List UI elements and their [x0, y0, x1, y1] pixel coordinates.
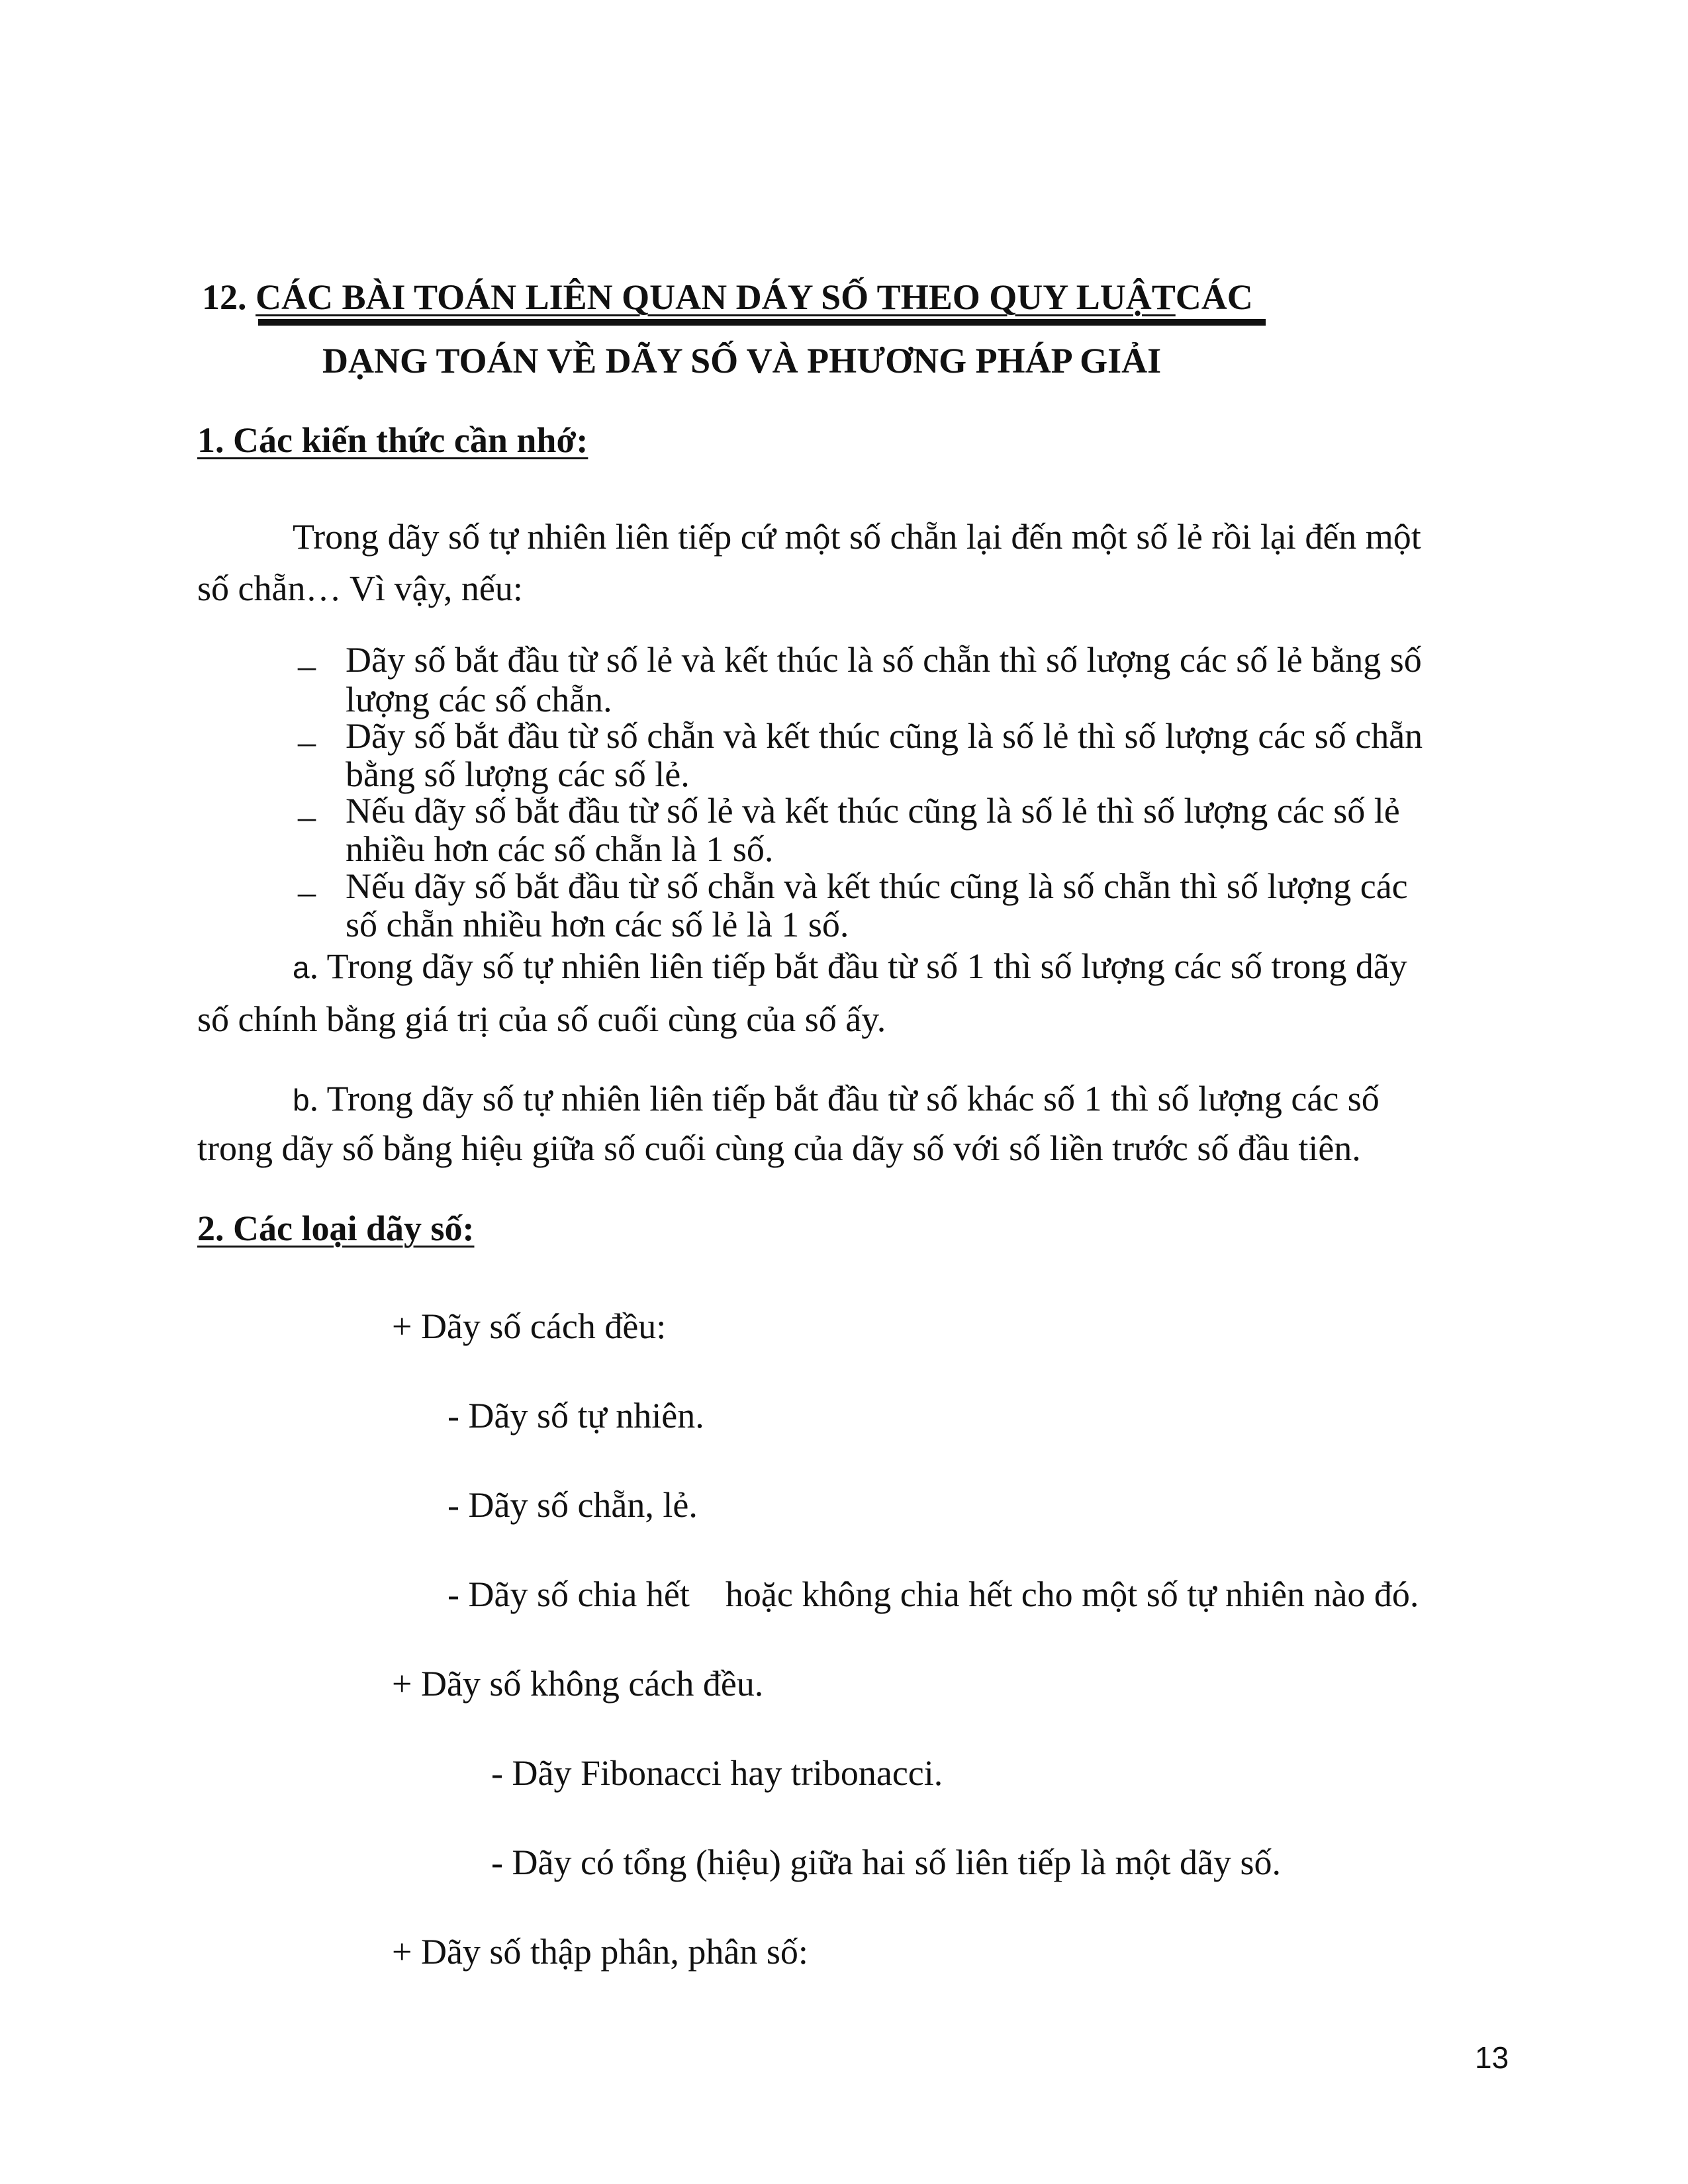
- bullet-dash: –: [298, 646, 316, 686]
- bullet-dash: –: [298, 797, 316, 837]
- title-number: 12.: [202, 277, 247, 317]
- title-line-2: DẠNG TOÁN VỀ DÃY SỐ VÀ PHƯƠNG PHÁP GIẢI: [322, 341, 1162, 381]
- bullet-3-line-2: nhiều hơn các số chẵn là 1 số.: [346, 829, 774, 869]
- bullet-4-line-1: Nếu dãy số bắt đầu từ số chẵn và kết thúc cũng là số chẵn thì số lượng các: [346, 866, 1408, 906]
- para-a-text: . Trong dãy số tự nhiên liên tiếp bắt đầu từ số 1 thì số lượng các số trong dãy: [309, 946, 1407, 986]
- list-item: - Dãy số chia hết hoặc không chia hết cho một số tự nhiên nào đó.: [447, 1574, 1419, 1614]
- section-2-heading: 2. Các loại dãy số:: [197, 1208, 475, 1248]
- list-item: - Dãy có tổng (hiệu) giữa hai số liên tiếp là một dãy số.: [491, 1843, 1281, 1882]
- para-a-line-2: số chính bằng giá trị của số cuối cùng của số ấy.: [197, 999, 886, 1039]
- list-item: - Dãy Fibonacci hay tribonacci.: [491, 1753, 943, 1793]
- title-underline-bar: [258, 319, 1266, 326]
- para-a-letter: a: [293, 950, 310, 985]
- bullet-4-line-2: số chẵn nhiều hơn các số lẻ là 1 số.: [346, 905, 849, 944]
- title-rest-text: CÁC: [1175, 277, 1253, 317]
- para-b-line-2: trong dãy số bằng hiệu giữa số cuối cùng của dãy số với số liền trước số đầu tiên.: [197, 1128, 1361, 1168]
- title-line-1: [202, 277, 1253, 318]
- list-item: + Dãy số cách đều:: [392, 1306, 667, 1346]
- bullet-dash: –: [298, 872, 316, 912]
- para-b-line-1: [293, 1081, 1380, 1116]
- bullet-1-line-2: lượng các số chẵn.: [346, 680, 612, 719]
- section-1-heading: 1. Các kiến thức cần nhớ:: [197, 420, 588, 460]
- bullet-2-line-2: bằng số lượng các số lẻ.: [346, 754, 690, 794]
- list-item: + Dãy số thập phân, phân số:: [392, 1932, 808, 1972]
- bullet-1-line-1: Dãy số bắt đầu từ số lẻ và kết thúc là số chẵn thì số lượng các số lẻ bằng số: [346, 640, 1422, 680]
- para-b-letter: b: [293, 1083, 310, 1117]
- bullet-dash: –: [298, 722, 316, 762]
- intro-line-2: số chẵn… Vì vậy, nếu:: [197, 569, 523, 608]
- bullet-3-line-1: Nếu dãy số bắt đầu từ số lẻ và kết thúc cũng là số lẻ thì số lượng các số lẻ: [346, 791, 1400, 831]
- para-b-text: . Trong dãy số tự nhiên liên tiếp bắt đầu từ số khác số 1 thì số lượng các số: [309, 1079, 1380, 1118]
- list-item: - Dãy số tự nhiên.: [447, 1396, 704, 1435]
- bullet-2-line-1: Dãy số bắt đầu từ số chẵn và kết thúc cũng là số lẻ thì số lượng các số chẵn: [346, 716, 1423, 756]
- list-item: + Dãy số không cách đều.: [392, 1664, 764, 1704]
- para-a-line-1: [293, 948, 1407, 984]
- list-item: - Dãy số chẵn, lẻ.: [447, 1485, 698, 1525]
- title-underlined-text: CÁC BÀI TOÁN LIÊN QUAN DÁY SỐ THEO QUY LUẬT: [256, 277, 1176, 317]
- page-number: 13: [1475, 2040, 1509, 2075]
- intro-line-1: Trong dãy số tự nhiên liên tiếp cứ một số chẵn lại đến một số lẻ rồi lại đến một: [293, 517, 1421, 557]
